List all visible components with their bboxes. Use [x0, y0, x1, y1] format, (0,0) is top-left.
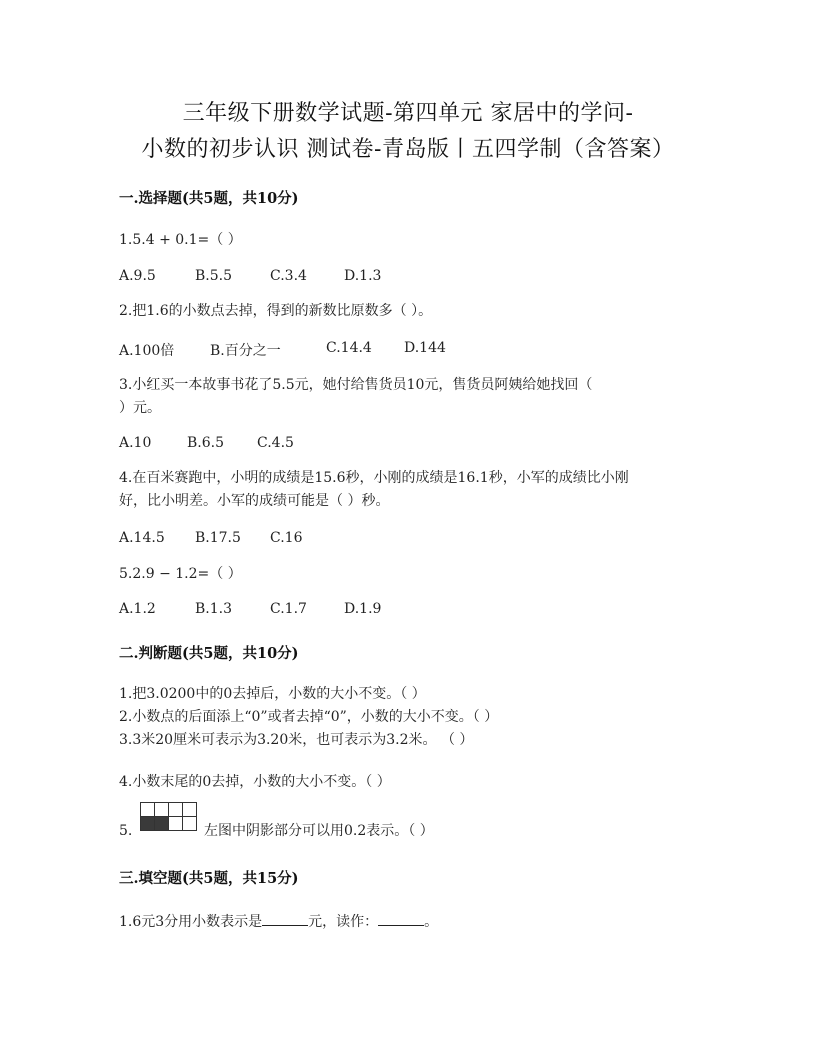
option-a: A.9.5 [119, 268, 156, 284]
judgment-item-4: 4.小数末尾的0去掉，小数的大小不变。（ ） [119, 774, 391, 790]
option-b: B.17.5 [195, 530, 241, 546]
fill-question-1 [119, 911, 438, 933]
question-1-3-line2: ）元。 [119, 400, 161, 416]
grid-cell [183, 817, 197, 831]
option-c: C.4.5 [257, 435, 294, 451]
option-d: D.144 [404, 340, 446, 356]
option-c: C.1.7 [270, 601, 307, 617]
option-b: B.1.3 [195, 601, 233, 617]
option-d: D.1.3 [344, 268, 382, 284]
grid-cell [183, 803, 197, 817]
option-a: A.1.2 [119, 601, 156, 617]
shaded-grid-figure [140, 802, 197, 831]
judgment-item-5-number: 5. [119, 823, 133, 839]
option-b: B.5.5 [195, 268, 233, 284]
grid-cell [155, 803, 169, 817]
grid-cell-shaded [141, 817, 155, 831]
answer-blank-1[interactable] [262, 911, 308, 926]
option-a: A.14.5 [119, 530, 165, 546]
section-heading-fill-blank: 三.填空题(共5题，共15分) [119, 870, 299, 887]
grid-cell-shaded [155, 817, 169, 831]
option-a: A.100倍 [119, 343, 175, 359]
judgment-item-2: 2.小数点的后面添上“0”或者去掉“0”，小数的大小不变。（ ） [119, 709, 499, 725]
option-b: B.6.5 [187, 435, 225, 451]
option-b: B.百分之一 [210, 343, 281, 359]
question-1-1: 1.5.4 + 0.1=（ ） [119, 232, 242, 248]
question-1-5: 5.2.9 − 1.2=（ ） [119, 566, 242, 582]
grid-cell [169, 803, 183, 817]
judgment-item-1: 1.把3.0200中的0去掉后，小数的大小不变。（ ） [119, 686, 426, 702]
fill-question-1-part2: 元，读作： [308, 914, 379, 930]
option-c: C.3.4 [270, 268, 307, 284]
question-1-4-line2: 好，比小明差。小军的成绩可能是（ ）秒。 [119, 493, 390, 509]
question-1-3-line1: 3.小红买一本故事书花了5.5元，她付给售货员10元，售货员阿姨给她找回（ [119, 377, 593, 393]
option-d: D.1.9 [344, 601, 382, 617]
grid-cell [169, 817, 183, 831]
section-heading-choice: 一.选择题(共5题，共10分) [119, 190, 299, 207]
option-a: A.10 [119, 435, 152, 451]
option-c: C.16 [270, 530, 303, 546]
judgment-item-3: 3.3米20厘米可表示为3.20米，也可表示为3.2米。 （ ） [119, 732, 474, 748]
fill-question-1-part1: 1.6元3分用小数表示是 [119, 914, 263, 930]
fill-question-1-part3: 。 [424, 914, 439, 930]
option-c: C.14.4 [326, 340, 372, 356]
question-1-2: 2.把1.6的小数点去掉，得到的新数比原数多（ ）。 [119, 303, 433, 319]
answer-blank-2[interactable] [378, 911, 424, 926]
exam-title-line1: 三年级下册数学试题-第四单元 家居中的学问- [182, 101, 634, 126]
question-1-4-line1: 4.在百米赛跑中，小明的成绩是15.6秒，小刚的成绩是16.1秒，小军的成绩比小刚 [119, 470, 629, 486]
exam-title-line2: 小数的初步认识 测试卷-青岛版丨五四学制（含答案） [141, 137, 675, 162]
section-heading-judgment: 二.判断题(共5题，共10分) [119, 645, 299, 662]
grid-cell [141, 803, 155, 817]
judgment-item-5-text: 左图中阴影部分可以用0.2表示。（ ） [204, 823, 434, 839]
